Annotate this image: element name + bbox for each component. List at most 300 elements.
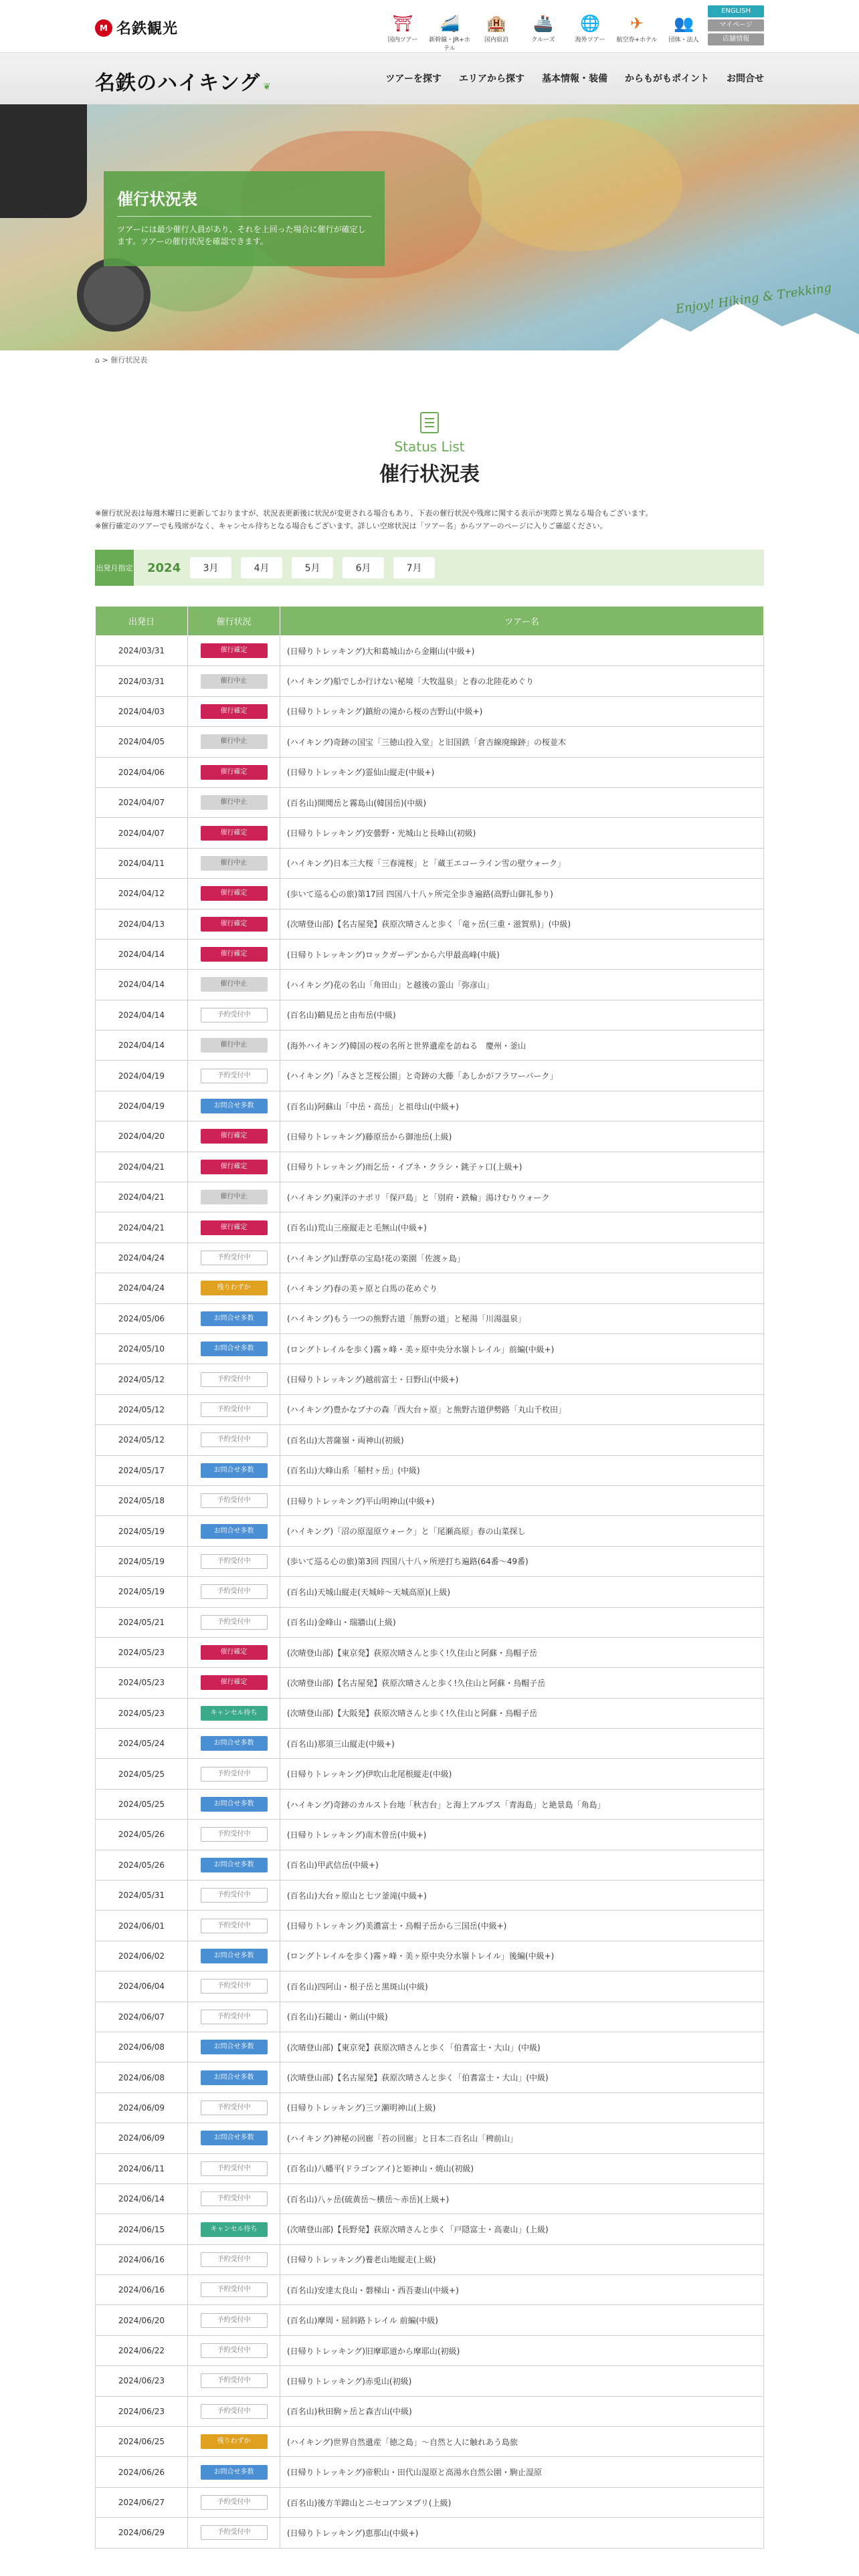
status-cell: [188, 2366, 280, 2396]
table-row: [96, 2062, 764, 2092]
status-cell: [188, 1485, 280, 1515]
tour-name-link[interactable]: (百名山)鶴見岳と由布岳(中級): [280, 1000, 764, 1030]
tour-name-link[interactable]: (百名山)大菩薩嶺・両神山(初級): [280, 1425, 764, 1455]
departure-date: 2024/04/21: [96, 1212, 188, 1243]
status-badge: お問合せ多数: [201, 1311, 268, 1326]
departure-date: 2024/04/21: [96, 1152, 188, 1182]
tour-name-link[interactable]: (ハイキング)世界自然遺産「徳之島」〜自然と人に触れあう島旅: [280, 2427, 764, 2457]
departure-date: 2024/06/07: [96, 2002, 188, 2032]
group-icon: 👥: [674, 14, 694, 33]
store-info-link[interactable]: 店舗情報: [708, 33, 764, 45]
status-cell: [188, 1668, 280, 1698]
table-row: [96, 848, 764, 878]
global-nav-label: 航空券+ホテル: [616, 37, 658, 43]
departure-date: 2024/05/19: [96, 1516, 188, 1546]
meitetsu-mark-icon: M: [95, 19, 112, 37]
status-cell: [188, 1243, 280, 1273]
status-cell: [188, 2002, 280, 2032]
status-badge: 予約受付中: [201, 1767, 268, 1782]
departure-date: 2024/05/26: [96, 1850, 188, 1880]
tour-name-link[interactable]: (日帰りトレッキング)伊吹山北尾根縦走(中級): [280, 1759, 764, 1789]
tour-name-link[interactable]: (日帰りトレッキング)藤原岳から御池岳(上級): [280, 1121, 764, 1152]
status-cell: [188, 1971, 280, 2002]
tour-name-link[interactable]: (次晴登山部)【東京発】荻原次晴さんと歩く「伯耆富士・大山」(中級): [280, 2032, 764, 2062]
tour-name-link[interactable]: (日帰りトレッキング)大和葛城山から金剛山(中級+): [280, 636, 764, 666]
status-badge: 予約受付中: [201, 2404, 268, 2419]
globe-icon: 🌐: [580, 14, 600, 33]
status-cell: [188, 1182, 280, 1212]
global-nav-item[interactable]: [522, 12, 565, 52]
tour-name-link[interactable]: (ハイキング)神秘の回廊「苔の回廊」と日本二百名山「稗前山」: [280, 2123, 764, 2153]
status-badge: 催行中止: [201, 674, 268, 689]
status-cell: [188, 2244, 280, 2274]
status-badge: お問合せ多数: [201, 2465, 268, 2480]
table-row: [96, 2305, 764, 2335]
status-cell: [188, 848, 280, 878]
tour-icon: ⛩: [392, 14, 413, 33]
table-row: [96, 2244, 764, 2274]
departure-date: 2024/06/16: [96, 2244, 188, 2274]
departure-date: 2024/04/13: [96, 909, 188, 939]
tour-name-link[interactable]: (ハイキング)豊かなブナの森「西大台ヶ原」と熊野古道伊勢路「丸山千枚田」: [280, 1394, 764, 1424]
departure-date: 2024/05/12: [96, 1364, 188, 1394]
tour-name-link[interactable]: (百名山)甲武信岳(中級+): [280, 1850, 764, 1880]
status-cell: [188, 727, 280, 757]
status-badge: 予約受付中: [201, 2282, 268, 2297]
section-title-en: Status List: [394, 439, 465, 455]
table-row: [96, 2032, 764, 2062]
tour-name-link[interactable]: (百名山)天城山縦走(天城峠〜天城高原)(上級): [280, 1577, 764, 1607]
tour-name-link[interactable]: (次晴登山部)【名古屋発】荻原次晴さんと歩く!久住山と阿蘇・烏帽子岳: [280, 1668, 764, 1698]
month-button-may[interactable]: 5月: [292, 557, 333, 578]
global-nav-label: 国内宿泊: [484, 37, 508, 43]
status-cell: [188, 1425, 280, 1455]
table-row: [96, 2457, 764, 2487]
table-row: [96, 2335, 764, 2365]
tour-name-link[interactable]: (ハイキング)「みさと芝桜公園」と奇跡の大藤「あしかがフラワーパーク」: [280, 1061, 764, 1091]
tour-name-link[interactable]: (日帰りトレッキング)美濃富士・烏帽子岳から三国岳(中級+): [280, 1911, 764, 1941]
tour-name-link[interactable]: (日帰りトレッキング)恵那山(中級+): [280, 2518, 764, 2548]
table-row: [96, 1273, 764, 1303]
tour-name-link[interactable]: (次晴登山部)【東京発】荻原次晴さんと歩く!久住山と阿蘇・烏帽子岳: [280, 1637, 764, 1667]
status-cell: [188, 2153, 280, 2183]
departure-date: 2024/04/24: [96, 1273, 188, 1303]
status-badge: キャンセル待ち: [201, 2222, 268, 2237]
table-row: [96, 2214, 764, 2244]
status-badge: 催行中止: [201, 1190, 268, 1204]
departure-date: 2024/06/25: [96, 2427, 188, 2457]
tour-name-link[interactable]: (日帰りトレッキング)帝釈山・田代山湿原と高湯水自然公園・駒止湿原: [280, 2457, 764, 2487]
departure-date: 2024/04/12: [96, 879, 188, 909]
tour-name-link[interactable]: (歩いて巡る心の旅)第3回 四国八十八ヶ所逆打ち遍路(64番〜49番): [280, 1546, 764, 1576]
month-filter: [95, 550, 764, 586]
tour-name-link[interactable]: (日帰りトレッキング)雨乞岳・イブネ・クラシ・銚子ヶ口(上級+): [280, 1152, 764, 1182]
tour-name-link[interactable]: (百名山)石鎚山・剣山(中級): [280, 2002, 764, 2032]
status-cell: [188, 666, 280, 696]
tour-name-link[interactable]: (次晴登山部)【名古屋発】荻原次晴さんと歩く「竜ヶ岳(三重・滋賀県)」(中級): [280, 909, 764, 939]
table-row: [96, 2123, 764, 2153]
departure-date: 2024/05/19: [96, 1577, 188, 1607]
note-line: ※催行確定のツアーでも残席がなく、キャンセル待ちとなる場合もございます。詳しい空席状況は「ツアー名」からツアーのページに入りご確認ください。: [95, 522, 607, 530]
table-row: [96, 1061, 764, 1091]
departure-date: 2024/04/07: [96, 818, 188, 848]
filter-label: 出発月指定: [95, 550, 134, 586]
table-row: [96, 757, 764, 787]
departure-date: 2024/06/20: [96, 2305, 188, 2335]
status-badge: 催行確定: [201, 917, 268, 932]
status-cell: [188, 787, 280, 817]
table-row: [96, 2427, 764, 2457]
departure-date: 2024/05/19: [96, 1546, 188, 1576]
nav-find-tour[interactable]: ツアーを探す: [385, 74, 442, 84]
table-row: [96, 666, 764, 696]
status-cell: [188, 1333, 280, 1364]
table-row: [96, 1303, 764, 1333]
tour-name-link[interactable]: (百名山)秋田駒ヶ岳と森吉山(中級): [280, 2396, 764, 2426]
table-row: [96, 727, 764, 757]
train-icon: 🚄: [440, 14, 460, 33]
status-badge: お問合せ多数: [201, 2131, 268, 2145]
departure-date: 2024/06/09: [96, 2092, 188, 2123]
status-badge: 催行中止: [201, 856, 268, 871]
status-badge: 予約受付中: [201, 1888, 268, 1903]
header-date: 出発日: [96, 607, 188, 636]
table-row: [96, 2366, 764, 2396]
table-row: [96, 1182, 764, 1212]
table-row: [96, 1333, 764, 1364]
status-cell: [188, 1273, 280, 1303]
departure-date: 2024/05/10: [96, 1333, 188, 1364]
english-link[interactable]: ENGLISH: [708, 5, 764, 17]
status-cell: [188, 2457, 280, 2487]
departure-date: 2024/06/04: [96, 1971, 188, 2002]
status-badge: 予約受付中: [201, 1251, 268, 1265]
tour-name-link[interactable]: (ハイキング)もう一つの熊野古道「熊野の道」と秘湯「川湯温泉」: [280, 1303, 764, 1333]
header-tour-name: ツアー名: [280, 607, 764, 636]
tour-name-link[interactable]: (百名山)八ヶ岳(硫黄岳〜横岳〜赤岳)(上級+): [280, 2183, 764, 2214]
table-row: [96, 2002, 764, 2032]
section-heading: [95, 370, 764, 487]
mypage-link[interactable]: マイページ: [708, 19, 764, 31]
departure-date: 2024/04/20: [96, 1121, 188, 1152]
tour-name-link[interactable]: (ハイキング)山野草の宝島!花の楽園「佐渡ヶ島」: [280, 1243, 764, 1273]
status-cell: [188, 1394, 280, 1424]
tour-name-link[interactable]: (百名山)開聞岳と霧島山(韓国岳)(中級): [280, 787, 764, 817]
departure-date: 2024/04/03: [96, 696, 188, 726]
tour-name-link[interactable]: (ハイキング)花の名山「角田山」と越後の霊山「弥彦山」: [280, 970, 764, 1000]
tour-name-link[interactable]: (日帰りトレッキング)安曇野・光城山と長峰山(初級): [280, 818, 764, 848]
tour-name-link[interactable]: (ハイキング)春の美ヶ原と白馬の花めぐり: [280, 1273, 764, 1303]
departure-date: 2024/06/01: [96, 1911, 188, 1941]
departure-date: 2024/05/23: [96, 1637, 188, 1667]
main-nav: [385, 72, 764, 85]
departure-date: 2024/04/19: [96, 1061, 188, 1091]
status-cell: [188, 1364, 280, 1394]
global-nav-item[interactable]: [381, 12, 424, 52]
tour-name-link[interactable]: (ハイキング)奇跡の国宝「三徳山投入堂」と旧国鉄「倉吉線廃線跡」の桜並木: [280, 727, 764, 757]
departure-date: 2024/04/05: [96, 727, 188, 757]
status-badge: 予約受付中: [201, 1372, 268, 1387]
departure-date: 2024/05/12: [96, 1394, 188, 1424]
tour-name-link[interactable]: (次晴登山部)【名古屋発】荻原次晴さんと歩く「伯耆富士・大山」(中級): [280, 2062, 764, 2092]
brand-bar: [0, 52, 859, 104]
departure-date: 2024/04/06: [96, 757, 188, 787]
status-cell: [188, 757, 280, 787]
status-cell: [188, 1698, 280, 1728]
tour-name-link[interactable]: (ロングトレイルを歩く)霧ヶ峰・美ヶ原中央分水嶺トレイル」後編(中級+): [280, 1941, 764, 1971]
status-badge: 残りわずか: [201, 1281, 268, 1295]
status-badge: 予約受付中: [201, 2101, 268, 2115]
status-badge: 催行確定: [201, 1129, 268, 1144]
departure-date: 2024/04/14: [96, 939, 188, 969]
status-badge: 予約受付中: [201, 2161, 268, 2176]
status-badge: 予約受付中: [201, 2252, 268, 2267]
cruise-icon: 🚢: [533, 14, 553, 33]
status-cell: [188, 2275, 280, 2305]
tour-name-link[interactable]: (百名山)那須三山縦走(中級+): [280, 1729, 764, 1759]
tour-name-link[interactable]: (百名山)阿蘇山「中岳・高岳」と祖母山(中級+): [280, 1091, 764, 1121]
status-cell: [188, 1152, 280, 1182]
tour-name-link[interactable]: (日帰りトレッキング)赤兎山(初級): [280, 2366, 764, 2396]
status-badge: 催行確定: [201, 704, 268, 719]
status-cell: [188, 1729, 280, 1759]
tour-name-link[interactable]: (百名山)安達太良山・磐梯山・西吾妻山(中級+): [280, 2275, 764, 2305]
header-status: 催行状況: [188, 607, 280, 636]
month-button-apr[interactable]: 4月: [241, 557, 282, 578]
table-row: [96, 939, 764, 969]
hero-description: ツアーには最少催行人員があり、それを上回った場合に催行が確定します。ツアーの催行状況を確認できます。: [117, 225, 366, 246]
breadcrumb[interactable]: ⌂ > 催行状況表: [95, 356, 148, 364]
hero-title: 催行状況表: [117, 186, 371, 217]
tabipad-icon: ✈: [630, 14, 644, 33]
departure-date: 2024/05/25: [96, 1789, 188, 1819]
status-badge: 催行確定: [201, 1675, 268, 1690]
status-cell: [188, 696, 280, 726]
hero-banner: [0, 104, 859, 350]
departure-date: 2024/06/15: [96, 2214, 188, 2244]
logo-text: 名鉄観光: [116, 21, 179, 37]
map-decoration: [468, 118, 682, 251]
table-row: [96, 1850, 764, 1880]
tour-name-link[interactable]: (ロングトレイルを歩く)霧ヶ峰・美ヶ原中央分水嶺トレイル」前編(中級+): [280, 1333, 764, 1364]
departure-date: 2024/05/12: [96, 1425, 188, 1455]
status-badge: お問合せ多数: [201, 1341, 268, 1356]
brand-title: 名鉄のハイキング: [95, 72, 261, 95]
global-nav-item[interactable]: [428, 12, 471, 52]
tour-name-link[interactable]: (百名山)四阿山・根子岳と黒斑山(中級): [280, 1971, 764, 2002]
status-cell: [188, 2487, 280, 2517]
tour-name-link[interactable]: (ハイキング)東洋のナポリ「保戸島」と「別府・鉄輪」湯けむりウォーク: [280, 1182, 764, 1212]
status-cell: [188, 1091, 280, 1121]
departure-date: 2024/05/18: [96, 1485, 188, 1515]
status-cell: [188, 2123, 280, 2153]
tour-name-link[interactable]: (日帰りトレッキング)ロックガーデンから六甲最高峰(中級): [280, 939, 764, 969]
nav-points[interactable]: からもがもポイント: [625, 74, 709, 84]
global-nav: [381, 12, 705, 52]
status-cell: [188, 1303, 280, 1333]
table-row: [96, 2518, 764, 2548]
status-badge: 残りわずか: [201, 2434, 268, 2449]
table-row: [96, 1607, 764, 1637]
status-badge: お問合せ多数: [201, 2070, 268, 2085]
status-badge: キャンセル待ち: [201, 1706, 268, 1721]
status-badge: 催行確定: [201, 765, 268, 780]
status-badge: 催行中止: [201, 734, 268, 749]
status-table: [95, 606, 764, 2549]
status-cell: [188, 1546, 280, 1576]
tour-name-link[interactable]: (日帰りトレッキング)霊仙山縦走(中級+): [280, 757, 764, 787]
tour-name-link[interactable]: (日帰りトレッキング)南木曽岳(中級+): [280, 1820, 764, 1850]
table-row: [96, 1152, 764, 1182]
status-cell: [188, 879, 280, 909]
status-badge: 予約受付中: [201, 1827, 268, 1842]
month-button-mar[interactable]: 3月: [190, 557, 231, 578]
status-badge: 催行確定: [201, 1645, 268, 1660]
departure-date: 2024/06/09: [96, 2123, 188, 2153]
filter-year: 2024: [147, 560, 181, 575]
table-row: [96, 1243, 764, 1273]
table-row: [96, 1698, 764, 1728]
site-brand[interactable]: [95, 66, 272, 96]
table-row: [96, 1729, 764, 1759]
status-badge: 予約受付中: [201, 1919, 268, 1933]
status-cell: [188, 2214, 280, 2244]
table-row: [96, 1789, 764, 1819]
enjoy-hiking-script: Enjoy! Hiking & Trekking: [674, 280, 833, 317]
table-row: [96, 1212, 764, 1243]
departure-date: 2024/04/14: [96, 970, 188, 1000]
status-cell: [188, 1637, 280, 1667]
status-cell: [188, 818, 280, 848]
departure-date: 2024/06/22: [96, 2335, 188, 2365]
table-row: [96, 1364, 764, 1394]
status-badge: 催行確定: [201, 886, 268, 901]
departure-date: 2024/06/08: [96, 2062, 188, 2092]
table-row: [96, 1881, 764, 1911]
status-badge: 予約受付中: [201, 2343, 268, 2358]
table-row: [96, 2183, 764, 2214]
status-cell: [188, 1941, 280, 1971]
status-badge: 予約受付中: [201, 1008, 268, 1023]
status-cell: [188, 2335, 280, 2365]
tour-name-link[interactable]: (ハイキング)日本三大桜「三春滝桜」と「蔵王エコーライン雪の壁ウォーク」: [280, 848, 764, 878]
status-cell: [188, 1789, 280, 1819]
status-cell: [188, 2032, 280, 2062]
table-row: [96, 1000, 764, 1030]
status-cell: [188, 2092, 280, 2123]
tour-name-link[interactable]: (百名山)八幡平(ドラゴンアイ)と姫神山・焼山(初級): [280, 2153, 764, 2183]
camera-image: [0, 104, 87, 218]
hero-caption-box: [104, 171, 385, 266]
tour-name-link[interactable]: (ハイキング)奇跡のカルスト台地「秋吉台」と海上アルプス「青海島」と絶景島「角島」: [280, 1789, 764, 1819]
departure-date: 2024/04/24: [96, 1243, 188, 1273]
status-badge: お問合せ多数: [201, 1736, 268, 1751]
status-badge: 予約受付中: [201, 1402, 268, 1417]
tour-name-link[interactable]: (日帰りトレッキング)平山明神山(中級+): [280, 1485, 764, 1515]
nav-contact[interactable]: お問合せ: [727, 74, 764, 84]
status-cell: [188, 1000, 280, 1030]
status-badge: 催行確定: [201, 1220, 268, 1235]
list-icon: [420, 412, 439, 433]
tour-name-link[interactable]: (日帰りトレッキング)鎮紛の滝から桜の吉野山(中級+): [280, 696, 764, 726]
meitetsu-logo[interactable]: [95, 17, 178, 38]
global-nav-label: クルーズ: [531, 37, 555, 43]
departure-date: 2024/05/17: [96, 1455, 188, 1485]
table-row: [96, 2092, 764, 2123]
table-row: [96, 1031, 764, 1061]
tour-name-link[interactable]: (ハイキング)船でしか行けない秘境「大牧温泉」と春の北陸花めぐり: [280, 666, 764, 696]
status-badge: 予約受付中: [201, 1554, 268, 1569]
status-cell: [188, 1212, 280, 1243]
table-row: [96, 2275, 764, 2305]
status-cell: [188, 2305, 280, 2335]
status-badge: 予約受付中: [201, 2010, 268, 2024]
departure-date: 2024/03/31: [96, 666, 188, 696]
departure-date: 2024/04/21: [96, 1182, 188, 1212]
tour-name-link[interactable]: (ハイキング)「沼の原湿原ウォーク」と「尾瀬高原」春の山菜探し: [280, 1516, 764, 1546]
departure-date: 2024/05/31: [96, 1881, 188, 1911]
table-row: [96, 1820, 764, 1850]
tour-name-link[interactable]: (次晴登山部)【大阪発】荻原次晴さんと歩く!久住山と阿蘇・烏帽子岳: [280, 1698, 764, 1728]
status-badge: お問合せ多数: [201, 2040, 268, 2054]
global-nav-item[interactable]: [475, 12, 518, 52]
table-row: [96, 1121, 764, 1152]
nav-area[interactable]: エリアから探す: [459, 74, 524, 84]
tour-name-link[interactable]: (日帰りトレッキング)養老山地縦走(上級): [280, 2244, 764, 2274]
tour-name-link[interactable]: (日帰りトレッキング)越前富士・日野山(中級+): [280, 1364, 764, 1394]
status-badge: 予約受付中: [201, 2373, 268, 2388]
table-row: [96, 2396, 764, 2426]
nav-basics[interactable]: 基本情報・装備: [542, 74, 607, 84]
status-badge: お問合せ多数: [201, 1949, 268, 1963]
table-row: [96, 787, 764, 817]
table-row: [96, 1911, 764, 1941]
status-cell: [188, 1759, 280, 1789]
tour-name-link[interactable]: (百名山)摩周・屈斜路トレイル 前編(中級): [280, 2305, 764, 2335]
departure-date: 2024/06/27: [96, 2487, 188, 2517]
month-button-jul[interactable]: 7月: [393, 557, 435, 578]
tour-name-link[interactable]: (海外ハイキング)韓国の桜の名所と世界遺産を訪ねる 慶州・釜山: [280, 1031, 764, 1061]
tour-name-link[interactable]: (次晴登山部)【長野発】荻原次晴さんと歩く「戸隠富士・高妻山」(上級): [280, 2214, 764, 2244]
departure-date: 2024/05/23: [96, 1668, 188, 1698]
tour-name-link[interactable]: (百名山)大峰山系「稲村ヶ岳」(中級): [280, 1455, 764, 1485]
status-badge: お問合せ多数: [201, 1463, 268, 1478]
tour-name-link[interactable]: (日帰りトレッキング)三ツ瀬明神山(上級): [280, 2092, 764, 2123]
status-cell: [188, 1455, 280, 1485]
month-button-jun[interactable]: 6月: [343, 557, 384, 578]
departure-date: 2024/06/02: [96, 1941, 188, 1971]
tour-name-link[interactable]: (百名山)後方羊蹄山とニセコアンヌプリ(上級): [280, 2487, 764, 2517]
status-badge: 催行確定: [201, 1160, 268, 1174]
table-row: [96, 636, 764, 666]
status-badge: 予約受付中: [201, 1432, 268, 1447]
table-row: [96, 1394, 764, 1424]
tour-name-link[interactable]: (日帰りトレッキング)旧摩耶道から摩耶山(初級): [280, 2335, 764, 2365]
global-nav-item[interactable]: [569, 12, 611, 52]
status-cell: [188, 2518, 280, 2548]
departure-date: 2024/05/23: [96, 1698, 188, 1728]
global-nav-item[interactable]: [662, 12, 705, 52]
table-row: [96, 2487, 764, 2517]
status-badge: 催行中止: [201, 795, 268, 810]
global-nav-item[interactable]: [615, 12, 658, 52]
status-cell: [188, 2427, 280, 2457]
departure-date: 2024/04/07: [96, 787, 188, 817]
tour-name-link[interactable]: (百名山)大台ヶ原山と七ツ釜滝(中級+): [280, 1881, 764, 1911]
tour-name-link[interactable]: (百名山)荒山三座縦走と毛無山(中級+): [280, 1212, 764, 1243]
tour-name-link[interactable]: (歩いて巡る心の旅)第17回 四国八十八ヶ所完全歩き遍路(高野山御礼参り): [280, 879, 764, 909]
tour-name-link[interactable]: (百名山)金峰山・瑞牆山(上級): [280, 1607, 764, 1637]
